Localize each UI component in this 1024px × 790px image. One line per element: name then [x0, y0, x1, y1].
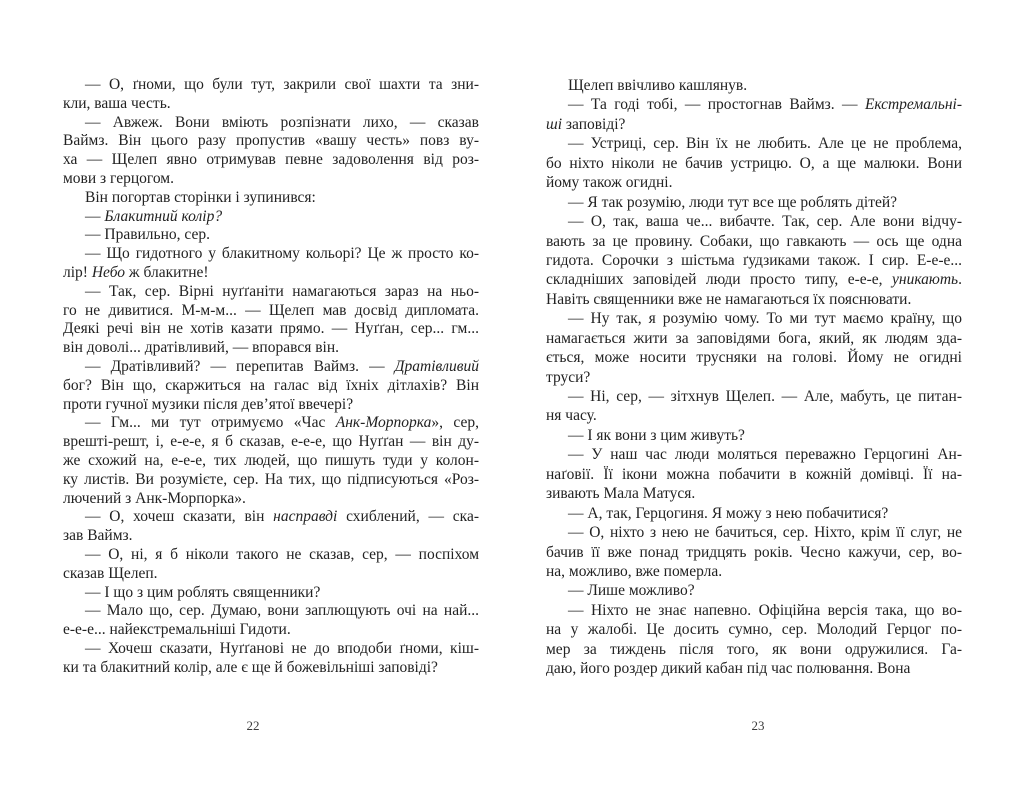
page-left-text — [63, 76, 479, 678]
text-line: — О, хочеш сказати, він насправді схиблений, — ска- — [85, 508, 479, 526]
text-line: — О, ніхто з нею не бачиться, сер. Ніхто, крім її слуг, не — [568, 524, 962, 542]
text-line: ється, може носити трусняки на голові. Йому не огидні — [546, 349, 962, 367]
text-line: — У наш час люди моляться переважно Герцогині Ан- — [568, 446, 962, 464]
text-line: — Авжеж. Вони вміють розпізнати лихо, — сказав — [85, 113, 479, 131]
text-line: Навіть священники вже не намагаються їх пояснювати. — [546, 290, 912, 308]
text-line: — О, ні, я б ніколи такого не сказав, сер, — поспіхом — [85, 545, 479, 563]
text-line: — Дратівливий? — перепитав Ваймз. — Дратівливий — [85, 357, 479, 375]
text-line: мови з герцогом. — [63, 169, 174, 187]
text-line: на у жалобі. Це досить сумно, сер. Молодий Герцог по- — [546, 621, 962, 639]
text-line: — О, ґноми, що були тут, закрили свої шахти та зни- — [85, 76, 479, 93]
text-line: — А, так, Герцогиня. Я можу з нею побачитися? — [568, 504, 889, 522]
text-line: кли, ваша честь. — [63, 94, 171, 112]
text-line: врешті-решт, і, е-е-е, я б сказав, е-е-е, що Нуґґан — він ду- — [63, 433, 479, 451]
text-line: е-е-е... найекстремальніші Гидоти. — [63, 621, 291, 639]
text-line: — Ніхто не знає напевно. Офіційна версія така, що во- — [568, 601, 962, 619]
text-line: — Мало що, сер. Думаю, вони заплющують очі на най... — [85, 602, 479, 620]
text-line: — Лише можливо? — [568, 582, 695, 600]
text-line: — Я так розумію, люди тут все ще роблять дітей? — [568, 193, 898, 211]
text-line: бачив її вже понад тридцять років. Чесно кажучи, сер, во- — [546, 543, 962, 561]
text-line: — Хочеш сказати, Нуґґанові не до вподоби ґноми, кіш- — [85, 639, 479, 657]
text-line: ші заповіді? — [546, 115, 626, 133]
text-line: мер за тиждень після того, як вони одружилися. Га- — [546, 640, 962, 658]
text-line: ку листів. Ви розумієте, сер. На тих, що підписуються «Роз- — [63, 470, 479, 488]
text-line: лючений з Анк-Морпорка». — [63, 489, 246, 507]
text-line: — Устриці, сер. Він їх не любить. Але це не проблема, — [568, 135, 962, 153]
text-line: — Блакитний колір? — [85, 207, 223, 225]
text-line: намагається жити за заповідями бога, який, як людям зда- — [546, 329, 962, 347]
page-number-left: 22 — [246, 718, 260, 733]
text-line: лір! Небо ж блакитне! — [63, 263, 209, 281]
page-right-text — [546, 76, 962, 679]
text-line: бог? Він що, скаржиться на галас від їхніх дітлахів? Він — [63, 376, 479, 394]
text-line: гидота. Сорочки з шістьма ґудзиками також. І сир. Е-е-е... — [546, 251, 962, 269]
text-line: зивають Мала Матуся. — [546, 485, 696, 503]
text-line: вають за це провину. Собаки, що гавкають — ось ще одна — [546, 232, 962, 250]
text-line: — Та годі тобі, — простогнав Ваймз. — Екстремальні- — [568, 96, 962, 114]
text-line: — І що з цим роблять священники? — [85, 583, 321, 601]
text-line: Щелеп ввічливо кашлянув. — [568, 77, 748, 94]
text-line: бо ніхто ніколи не бачив устрицю. О, а ще малюки. Вони — [546, 154, 962, 172]
text-line: же схожий на, е-е-е, тих людей, що пишуть туди у колон- — [63, 451, 479, 469]
text-line: — Правильно, сер. — [85, 226, 210, 244]
text-line: Ваймз. Він цього разу пропустив «вашу честь» повз ву- — [63, 132, 479, 150]
text-line: го не дивитися. М-м-м... — Щелеп мав досвід дипломата. — [63, 301, 479, 319]
text-line: він доволі... дратівливий, — впорався він. — [63, 339, 340, 357]
text-line: — І як вони з цим живуть? — [568, 426, 745, 444]
text-line: ки та блакитний колір, але є ще й божевільніші заповіді? — [63, 658, 438, 676]
text-line: — Так, сер. Вірні нуґґаніти намагаються зараз на ньо- — [85, 282, 479, 300]
text-line: складніших заповідей люди просто типу, е-е-е, уникають. — [546, 271, 962, 289]
text-line: — Ні, сер, — зітхнув Щелеп. — Але, мабуть, це питан- — [568, 388, 962, 405]
text-line: ха — Щелеп явно отримував певне задоволення від роз- — [63, 151, 479, 169]
page-number-right: 23 — [751, 718, 765, 733]
text-line: проти гучної музики після дев’ятої ввечері? — [63, 395, 354, 413]
text-line: — О, так, ваша че... вибачте. Так, сер. Але вони відчу- — [568, 213, 962, 231]
text-line: зав Ваймз. — [63, 527, 133, 545]
text-line: сказав Щелеп. — [63, 564, 158, 582]
text-line: на, можливо, вже померла. — [546, 562, 723, 580]
text-line: — Ну так, я розумію чому. То ми тут маємо країну, що — [568, 310, 962, 328]
text-line: — Гм... ми тут отримуємо «Час Анк-Морпорка», сер, — [85, 414, 479, 432]
text-line: ня часу. — [546, 407, 597, 425]
text-line: — Що гидотного у блакитному кольорі? Це ж просто ко- — [85, 245, 479, 263]
text-line: наґовії. Її ікони можна побачити в кожній домівці. Її на- — [546, 465, 962, 483]
text-line: Деякі речі він не хотів казати прямо. — Нуґґан, сер... гм... — [63, 320, 479, 338]
text-line: труси? — [546, 368, 591, 386]
text-line: Він погортав сторінки і зупинився: — [85, 188, 316, 206]
text-line: йому також огидні. — [546, 174, 673, 192]
text-line: даю, його роздер дикий кабан під час полювання. Вона — [546, 660, 911, 678]
